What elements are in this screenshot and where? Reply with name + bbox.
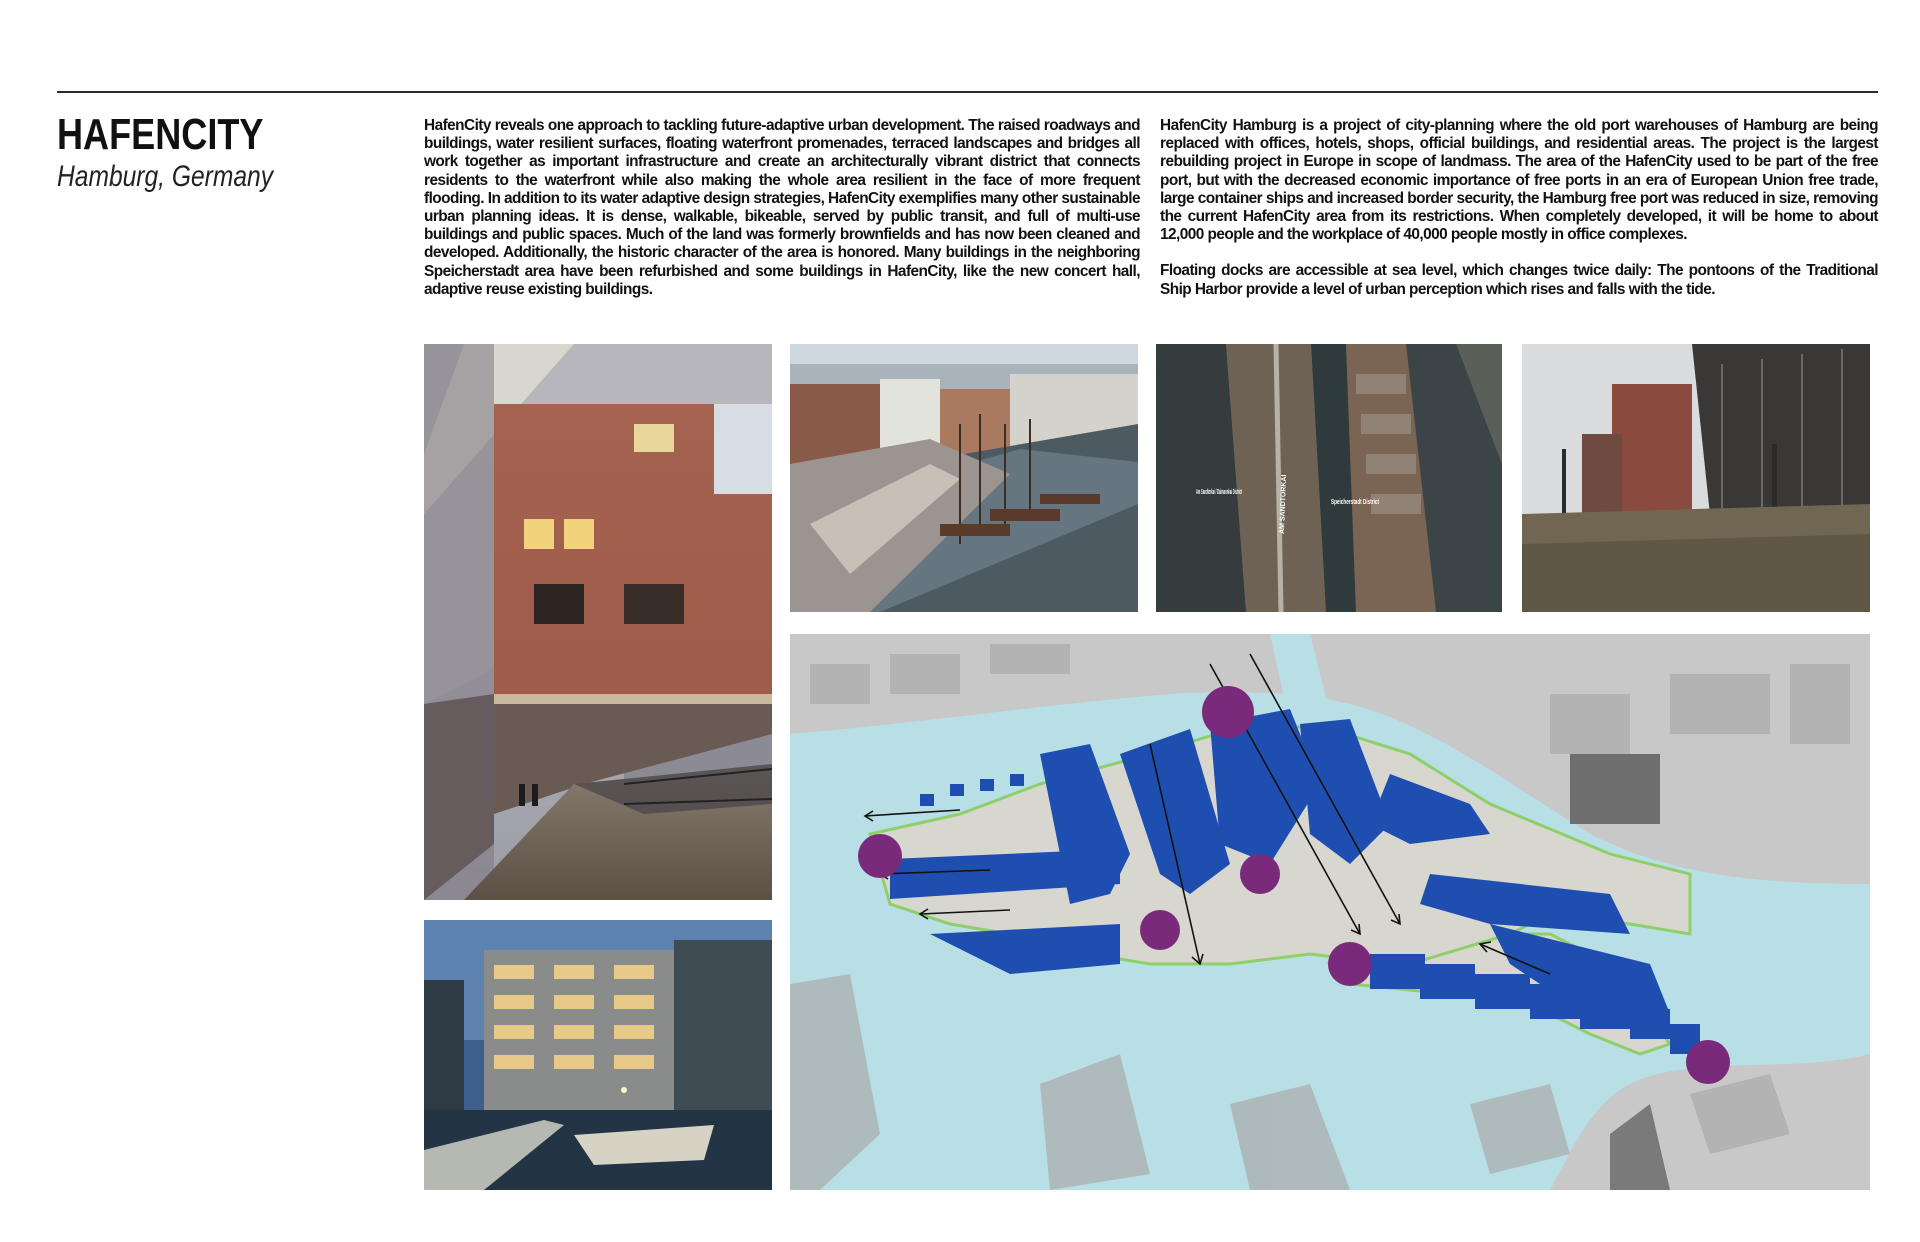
photo-promenade xyxy=(424,344,772,900)
text-column-2 xyxy=(1160,117,1878,299)
page-title: HAFENCITY xyxy=(57,110,264,159)
header-rule xyxy=(57,91,1878,93)
aerial-label-street: AM SANDTORKAI xyxy=(1279,474,1289,535)
paragraph-overview: HafenCity reveals one approach to tackling future-adaptive urban development. The raised roadways and buildings, water resilient surfaces, floating waterfront promenades, terraced landscapes and bridges all work together as important infrastructure and create an architecturally vibrant district that connects residents to the waterfront while also making the whole area resilient in the face of more frequent flooding. In addition to its water adaptive design strategies, HafenCity exemplifies many other sustainable urban planning ideas. It is dense, walkable, bikeable, served by public transit, and full of multi-use buildings and public spaces. Much of the land was formerly brownfields and has now been cleaned and developed. Additionally, the historic character of the area is honored. Many buildings in the neighboring Speicherstadt area have been refurbished and some buildings in HafenCity, like the new concert hall, adaptive reuse existing buildings. xyxy=(424,117,1140,298)
text-column-1 xyxy=(424,117,1140,299)
photo-flooded-street xyxy=(1522,344,1870,612)
paragraph-floating-docks: Floating docks are accessible at sea level, which changes twice daily: The pontoons of the Traditional Ship Harbor provide a level of urban perception which rises and falls with the tide. xyxy=(1160,262,1878,298)
aerial-label-district-b: Speicherstadt District xyxy=(1331,499,1380,506)
site-plan-map xyxy=(790,634,1870,1190)
photo-aerial-sandtorkai xyxy=(1156,344,1502,612)
paragraph-project: HafenCity Hamburg is a project of city-planning where the old port warehouses of Hamburg are being replaced with offices, hotels, shops, official buildings, and residential areas. The project is the largest rebuilding project in Europe in scope of landmass. The area of the HafenCity used to be part of the free port, but with the decreased economic importance of free ports in an era of European Union free trade, large container ships and increased border security, the Hamburg free port was reduced in size, removing the current HafenCity area from its restrictions. When completely developed, it will be home to about 12,000 people and the workplace of 40,000 people mostly in office complexes. xyxy=(1160,117,1878,244)
photo-residential-dusk xyxy=(424,920,772,1190)
photo-harbor-ships xyxy=(790,344,1138,612)
aerial-label-district-a: Am Sandtorkai / Dalmannkai District xyxy=(1196,489,1243,496)
page-subtitle: Hamburg, Germany xyxy=(57,160,274,193)
